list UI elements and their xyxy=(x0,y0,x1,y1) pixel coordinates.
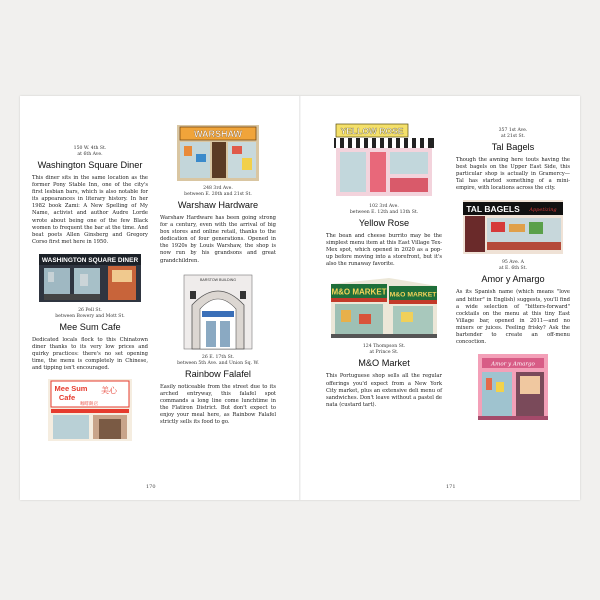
entry-cross-street: between 5th Ave. and Union Sq. W. xyxy=(177,360,259,366)
entry-address: 26 Pell St. xyxy=(78,307,102,313)
entry-title: Warshaw Hardware xyxy=(177,200,259,210)
entry-description: This Portuguese shop sells all the regular offerings you'd expect from a New York City market, plus an extensive deli menu of sandwiches. Don't leave without a pastel de nata (custard tart). xyxy=(326,373,442,408)
entry-title: Rainbow Falafel xyxy=(185,368,251,379)
meesum-chinese-subtitle: 咖啡餅店 xyxy=(80,402,98,408)
entry-address: 150 W. 4th St. xyxy=(73,146,107,151)
entry-title: Tal Bagels xyxy=(491,142,535,152)
yellow-rose-illustration xyxy=(332,120,436,200)
mee-sum-cafe-illustration xyxy=(47,378,133,442)
talbagels-script-sign: Appetizing xyxy=(529,207,557,214)
entry-title: M&O Market xyxy=(358,358,410,369)
meesum-sign-line1: Mee Sum xyxy=(54,384,88,394)
entry-address: 95 Ave. A xyxy=(502,260,524,266)
column-3 xyxy=(326,116,442,415)
entry-description: As its Spanish name (which means "love and bitter" in English) suggests, you'll find a wide selection of "bitters-forward" cocktails on the menu at this tiny East Village bar, opened in 2011—and no mixers or juices. Feeling frisky? Ask the bartender to create an off-menu concoction. xyxy=(456,289,570,346)
column-1 xyxy=(32,146,148,446)
mo-sign-right: M&O MARKET xyxy=(389,291,437,299)
page-number-right: 171 xyxy=(446,484,456,490)
entry-cross-street: at 21st St. xyxy=(500,134,525,139)
entry-cross-street: at Prince St. xyxy=(369,350,399,356)
entry-title: Washington Square Diner xyxy=(37,160,143,170)
warshaw-hardware-illustration xyxy=(176,124,260,182)
entry-cross-street: between E. 20th and 21st St. xyxy=(184,192,252,197)
entry-description: Easily noticeable from the street due to its arched entryway, this falafel spot commands a long line come lunchtime in the Flatiron District. But don't expect to enjoy your meal here, as Rainbow Falafel strictly sells its food to go. xyxy=(160,383,276,426)
washington-square-diner-illustration xyxy=(38,252,142,304)
entry-description: Warshaw Hardware has been going strong for a century, even with the arrival of big box stores and online retail, thanks to the dedication of four generations. Opened in the 1920s by Louis Warshaw, the shop is now run by his grandsons and great grandchildren. xyxy=(160,215,276,264)
entry-address: 357 1st Ave. xyxy=(498,128,528,133)
meesum-chinese-name: 美心 xyxy=(101,386,117,396)
entry-description: The bean and cheese burrito may be the simplest menu item at this East Village Tex-Mex spot, which opened in 2020 as a pop-up before moving into a storefront, but it's also the runaway favorite. xyxy=(326,233,442,268)
entry-address: 124 Thompson St. xyxy=(362,344,406,350)
amor-y-amargo-illustration xyxy=(476,352,550,422)
entry-address: 102 3rd Ave. xyxy=(369,204,399,209)
entry-cross-street: between Bowery and Mott St. xyxy=(55,313,125,319)
column-2 xyxy=(160,120,276,432)
mo-sign-left: M&O MARKET xyxy=(331,287,387,297)
page-number-left: 170 xyxy=(146,484,156,490)
entry-title: Mee Sum Cafe xyxy=(59,321,121,332)
yellowrose-sign: YELLOW ROSE xyxy=(340,126,404,136)
entry-title: Yellow Rose xyxy=(358,218,410,228)
entry-description: This diner sits in the same location as the former Pony Stable Inn, one of the city's first lesbian bars, which is also notable for its appearances in literary history. In her 1982 book Zami: A New Spelling of My Name, activist and author Audre Lorde wrote about being one of the few Black women to frequent the bar at the time. And beat poets Allen Ginsberg and Gregory Corso first met here in 1950. xyxy=(32,175,148,245)
rainbow-falafel-illustration xyxy=(178,271,258,351)
amor-sign: Amor y Amargo xyxy=(491,361,535,368)
entry-cross-street: between E. 12th and 13th St. xyxy=(349,210,419,215)
warshaw-sign: WARSHAW xyxy=(194,129,242,139)
rainbow-building-sign: BARSTOW BUILDING xyxy=(199,277,237,282)
meesum-sign-line2: Cafe xyxy=(58,393,76,403)
entry-description: Though the awning here touts having the best bagels on the Upper East Side, this particular shop is actually in Gramercy—Tal has started something of a mini-empire, with locations across the city. xyxy=(456,157,570,192)
entry-cross-street: at 6th Ave. xyxy=(77,152,103,157)
book-gutter xyxy=(299,96,301,500)
entry-address: 26 E. 17th St. xyxy=(201,354,235,360)
talbagels-sign: TAL BAGELS xyxy=(466,204,520,215)
column-4 xyxy=(456,128,570,426)
entry-cross-street: at E. 6th St. xyxy=(499,266,527,272)
entry-address: 248 3rd Ave. xyxy=(203,186,233,191)
tal-bagels-illustration xyxy=(461,198,565,256)
mo-market-illustration xyxy=(329,274,439,340)
entry-title: Amor y Amargo xyxy=(481,274,545,285)
washington-sign: WASHINGTON SQUARE DINER xyxy=(41,256,139,264)
entry-description: Dedicated locals flock to this Chinatown diner thanks to its very low prices and quirky practices: there's no set opening time, the menu is completely in Chinese, and tipping isn't encouraged. xyxy=(32,336,148,372)
